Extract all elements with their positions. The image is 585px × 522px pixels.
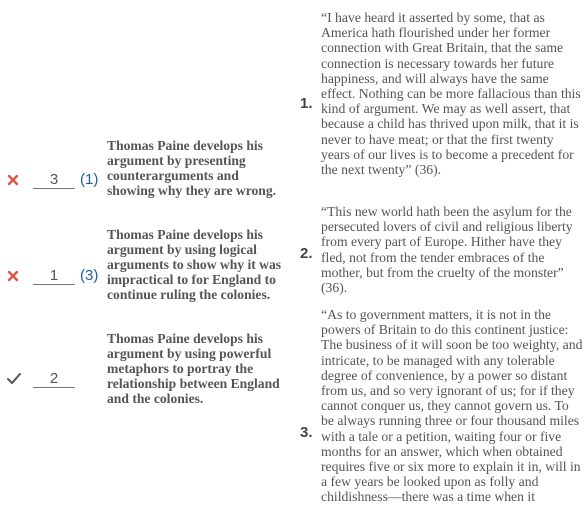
quote-row-1 [296,10,585,195]
quote-row-3 [296,307,585,522]
quote-text: “As to government matters, it is not in the powers of Britain to do this continent justice: The business of it will soon be too weighty, and intricate, to be managed with any tolerable degree of convenience, by a power so distant from us, and so very ignorant of us; for if they cannot conquer us, they cannot govern us. To be always running three or four thousand miles with a tale or a petition, waiting four or five months for an answer, which when obtained requires five or six more to explain it in, will in a few years be looked upon as folly and childishness—there was a time when it [321,307,583,505]
check-icon [6,372,22,388]
quote-number: 1. [300,95,313,112]
quote-number: 2. [300,245,313,262]
answer-blank[interactable] [33,370,75,388]
answer-blank[interactable] [33,267,75,285]
answer-value: 1 [33,268,75,285]
correct-answer: (1) [80,171,99,188]
statement-text: Thomas Paine develops his argument by using logical arguments to show why it was impractical to for England to continue ruling the colonies. [107,227,282,302]
quote-number: 3. [300,424,313,441]
answer-value: 3 [33,172,75,189]
quote-text: “This new world hath been the asylum for the persecuted lovers of civil and religious liberty from every part of Europe. Hither have they fled, not from the tender embraces of the mother, but from the cruelty of the monster” (36). [321,204,573,296]
statement-text: Thomas Paine develops his argument by presenting counterarguments and showing why they are wrong. [107,138,277,198]
statement-row-2 [0,227,290,319]
quote-text: “I have heard it asserted by some, that as America hath flourished under her former connection with Great Britain, that the same connection is necessary towards her future happiness, and will always have the same effect. Nothing can be more fallacious than this kind of argument. We may as well assert, that because a child has thrived upon milk, that it is never to have meat; or that the first twenty years of our lives is to become a precedent for the next twenty” (36). [321,10,581,178]
statement-row-1 [0,138,290,218]
answer-blank[interactable] [33,171,75,189]
quote-row-2 [296,204,585,296]
statement-row-3 [0,331,290,423]
x-icon [6,173,22,189]
correct-answer: (3) [80,267,99,284]
x-icon [6,269,22,285]
answer-value: 2 [33,371,75,388]
statement-text: Thomas Paine develops his argument by using powerful metaphors to portray the relationship between England and the colonies. [107,331,280,406]
